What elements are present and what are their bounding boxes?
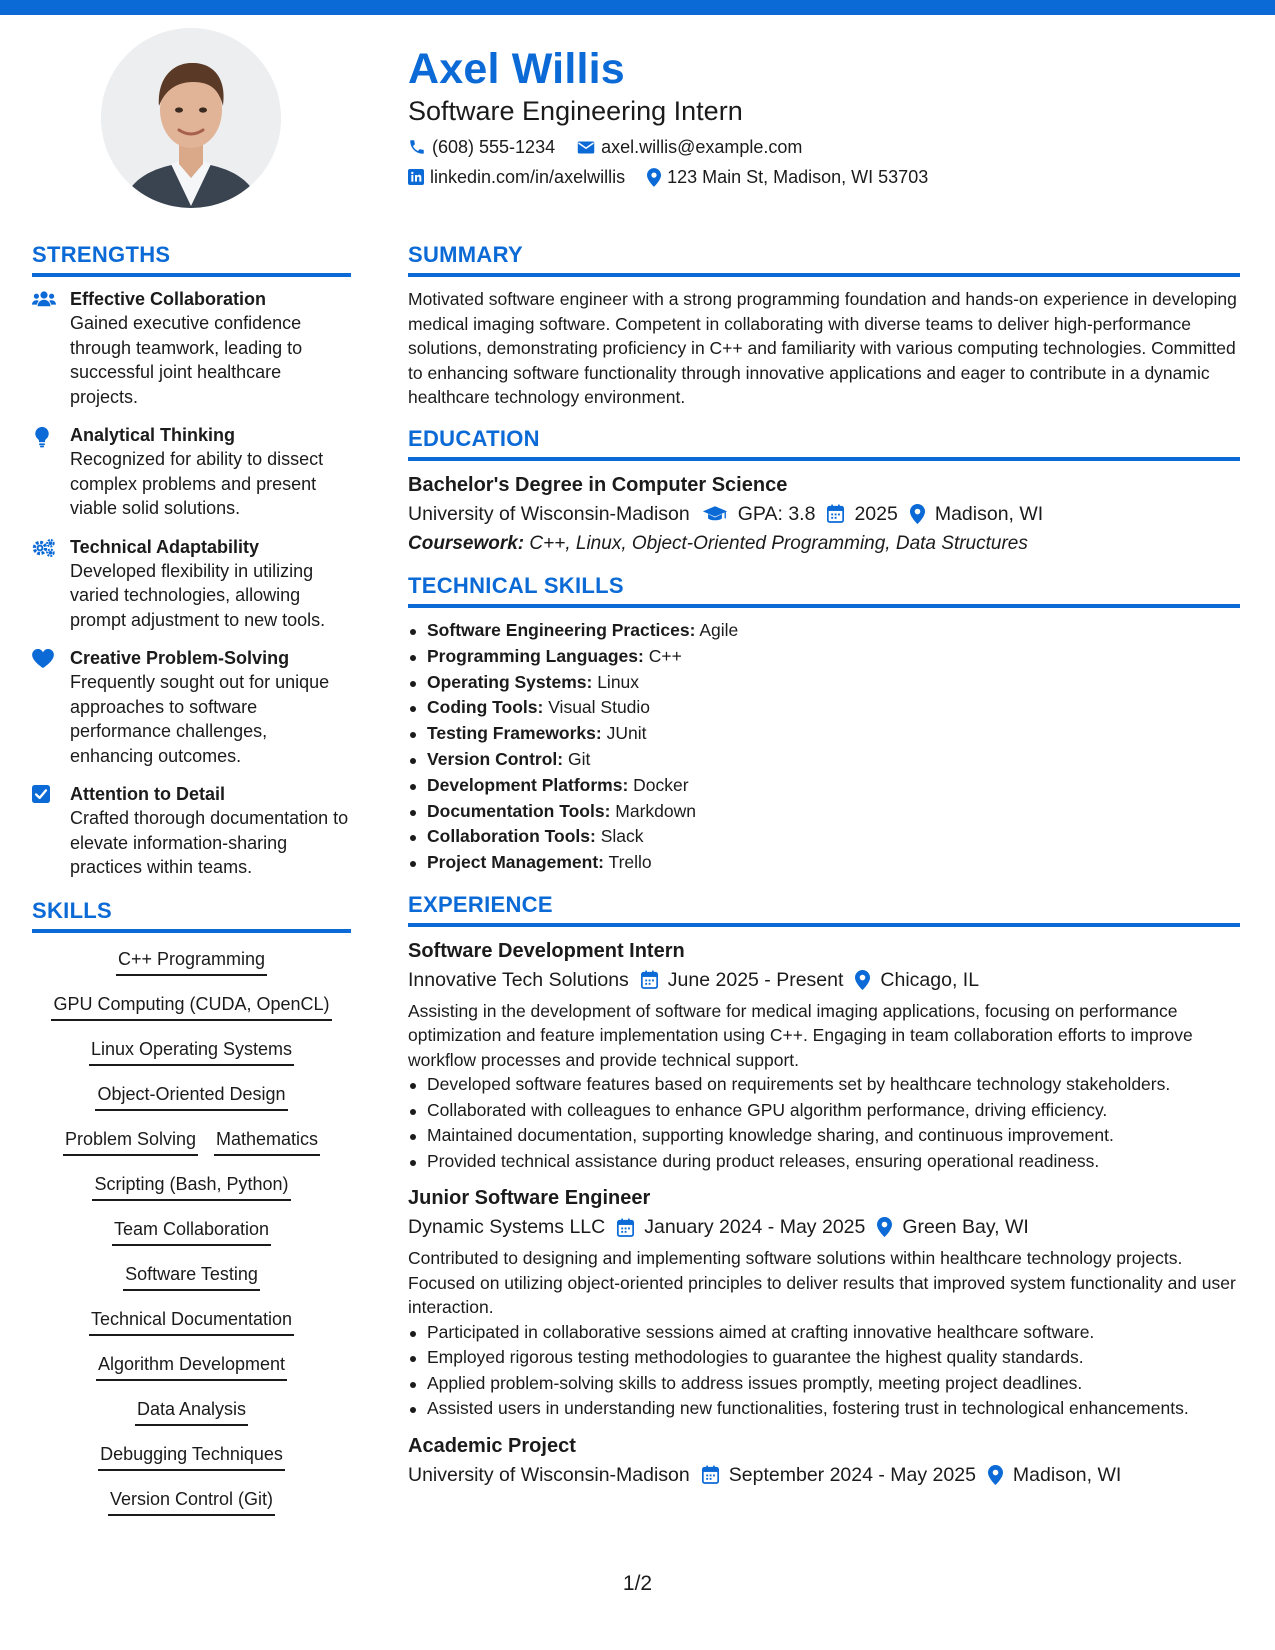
tech-skill-value: JUnit <box>606 723 647 744</box>
list-item: Applied problem-solving skills to address issues promptly, meeting project deadlines. <box>408 1371 1240 1397</box>
coursework <box>408 529 1240 559</box>
tech-skill-label: Testing Frameworks: <box>427 723 602 744</box>
skill-tag: GPU Computing (CUDA, OpenCL) <box>51 992 331 1021</box>
list-item <box>408 721 1240 747</box>
tech-skill-label: Documentation Tools: <box>427 800 611 821</box>
list-item <box>408 618 1240 644</box>
map-pin-icon <box>877 1217 892 1237</box>
summary-text: Motivated software engineer with a strong programming foundation and hands-on experience in developing medical imaging software. Competent in collaborating with diverse teams to deliver high-performance solutions, demonstrating proficiency in C++ and familiarity with various computing technologies. Committed to enhancing software functionality through innovative applications and eager to contribute in a dynamic healthcare technology environment. <box>408 289 1237 408</box>
phone-number: (608) 555-1234 <box>432 137 556 157</box>
coursework-label: Coursework: <box>408 532 525 554</box>
candidate-role: Software Engineering Intern <box>408 96 743 126</box>
strength-item <box>32 535 351 633</box>
users-icon <box>32 290 56 308</box>
skills-list <box>32 947 351 1532</box>
tech-skill-label: Collaboration Tools: <box>427 826 596 847</box>
skill-tag: Linux Operating Systems <box>89 1037 294 1066</box>
list-item: Employed rigorous testing methodologies to guarantee the highest quality standards. <box>408 1345 1240 1371</box>
education-location: Madison, WI <box>934 502 1044 525</box>
job-dates: January 2024 - May 2025 <box>644 1216 866 1239</box>
tech-skill-value: Trello <box>608 852 652 873</box>
tech-skill-label: Version Control: <box>427 748 564 769</box>
experience-heading: EXPERIENCE <box>408 890 1240 927</box>
top-accent-bar <box>0 0 1275 15</box>
linkedin-url: linkedin.com/in/axelwillis <box>430 167 626 187</box>
strength-item <box>32 423 351 521</box>
job-dates: June 2025 - Present <box>667 968 844 991</box>
job-location: Green Bay, WI <box>902 1216 1029 1239</box>
envelope-icon <box>577 140 595 155</box>
company-name: Innovative Tech Solutions <box>408 968 629 991</box>
job-meta <box>408 1212 1240 1242</box>
candidate-name: Axel Willis <box>408 45 625 93</box>
job-dates: September 2024 - May 2025 <box>728 1463 976 1486</box>
job-title: Academic Project <box>408 1434 576 1457</box>
job-location: Madison, WI <box>1012 1463 1122 1486</box>
skill-tag: C++ Programming <box>116 947 267 976</box>
list-item: Assisted users in understanding new functionalities, fostering trust in technological enhancements. <box>408 1396 1240 1422</box>
job-bullets <box>408 1072 1240 1174</box>
tech-skill-value: Visual Studio <box>548 697 651 718</box>
job-meta <box>408 965 1240 995</box>
strength-item <box>32 287 351 409</box>
skill-tag: Mathematics <box>214 1127 320 1156</box>
skill-tag: Debugging Techniques <box>98 1442 285 1471</box>
phone-contact <box>408 132 555 162</box>
tech-skill-value: Linux <box>597 671 640 692</box>
job-entry <box>408 937 1240 1175</box>
linkedin-icon <box>408 169 424 185</box>
heart-icon <box>32 649 54 668</box>
list-item <box>408 799 1240 825</box>
list-item: Provided technical assistance during product releases, ensuring operational readiness. <box>408 1149 1240 1175</box>
skill-tag: Data Analysis <box>135 1397 248 1426</box>
list-item <box>408 747 1240 773</box>
skill-tag: Software Testing <box>123 1262 260 1291</box>
company-name: Dynamic Systems LLC <box>408 1216 606 1239</box>
tech-skill-value: C++ <box>648 645 682 666</box>
education-meta <box>408 499 1240 529</box>
strength-title: Effective Collaboration <box>70 289 267 309</box>
list-item <box>408 850 1240 876</box>
strength-item <box>32 646 351 768</box>
job-bullets <box>408 1320 1240 1422</box>
skill-tag: Version Control (Git) <box>108 1487 275 1516</box>
profile-photo <box>101 28 281 208</box>
calendar-icon <box>702 1465 719 1484</box>
strength-desc: Gained executive confidence through teamwork, leading to successful joint healthcare projects. <box>70 313 303 407</box>
calendar-icon <box>641 970 658 989</box>
tech-skill-label: Project Management: <box>427 852 604 873</box>
lightbulb-icon <box>32 426 52 448</box>
phone-icon <box>408 138 426 156</box>
technical-skills-list <box>408 618 1240 876</box>
tech-skill-value: Markdown <box>615 800 697 821</box>
company-name: University of Wisconsin-Madison <box>408 1463 690 1486</box>
school-name: University of Wisconsin-Madison <box>408 502 690 525</box>
tech-skill-label: Development Platforms: <box>427 774 629 795</box>
page-number: 1/2 <box>622 1572 653 1595</box>
resume-header <box>408 44 1228 192</box>
job-description: Assisting in the development of software for medical imaging applications, focusing on performance optimization and feature implementation using C++. Engaging in team collaboration efforts to improve workflow processes and provide technical support. <box>408 1000 1193 1070</box>
tech-skill-label: Programming Languages: <box>427 645 644 666</box>
gpa-value: GPA: 3.8 <box>737 502 816 525</box>
tech-skill-value: Git <box>568 748 591 769</box>
list-item: Developed software features based on requirements set by healthcare technology stakeholders. <box>408 1072 1240 1098</box>
strength-item <box>32 782 351 880</box>
list-item <box>408 773 1240 799</box>
job-description: Contributed to designing and implementing software solutions within healthcare technology projects. Focused on utilizing object-oriented principles to deliver results that improved system functionality and user interaction. <box>408 1248 1236 1318</box>
list-item <box>408 644 1240 670</box>
tech-skill-label: Software Engineering Practices: <box>427 619 696 640</box>
strength-title: Technical Adaptability <box>70 536 260 557</box>
strength-desc: Developed flexibility in utilizing varied technologies, allowing prompt adjustment to new tools. <box>70 560 326 630</box>
tech-skill-value: Slack <box>600 826 644 847</box>
contact-row-2 <box>408 162 1228 192</box>
strength-desc: Frequently sought out for unique approaches to software performance challenges, enhancing outcomes. <box>70 672 330 766</box>
skills-heading: SKILLS <box>32 896 351 933</box>
checkbox-icon <box>32 785 50 803</box>
address-text: 123 Main St, Madison, WI 53703 <box>667 167 929 187</box>
graduation-cap-icon <box>702 505 728 523</box>
job-title: Junior Software Engineer <box>408 1187 651 1210</box>
skill-tag: Technical Documentation <box>89 1307 294 1336</box>
calendar-icon <box>617 1218 634 1237</box>
skill-tag: Problem Solving <box>63 1127 198 1156</box>
map-pin-icon <box>910 504 925 524</box>
right-column <box>408 240 1240 1500</box>
strength-title: Attention to Detail <box>70 784 225 804</box>
skill-tag: Algorithm Development <box>96 1352 287 1381</box>
strength-desc: Recognized for ability to dissect complex problems and present viable solid solutions. <box>70 449 324 518</box>
list-item <box>408 670 1240 696</box>
list-item: Collaborated with colleagues to enhance GPU algorithm performance, driving efficiency. <box>408 1098 1240 1124</box>
tech-skill-label: Operating Systems: <box>427 671 593 692</box>
job-title: Software Development Intern <box>408 939 685 962</box>
contact-row-1 <box>408 132 1228 162</box>
map-pin-icon <box>855 970 870 990</box>
linkedin-contact[interactable] <box>408 162 625 192</box>
skill-tag: Object-Oriented Design <box>95 1082 287 1111</box>
list-item <box>408 824 1240 850</box>
education-heading: EDUCATION <box>408 424 1240 461</box>
technical-skills-heading: TECHNICAL SKILLS <box>408 571 1240 608</box>
summary-heading: SUMMARY <box>408 240 1240 277</box>
email-address: axel.willis@example.com <box>601 137 803 157</box>
job-location: Chicago, IL <box>880 968 980 991</box>
job-entry <box>408 1432 1240 1490</box>
graduation-year: 2025 <box>854 502 898 525</box>
skill-tag: Scripting (Bash, Python) <box>92 1172 290 1201</box>
strengths-heading: STRENGTHS <box>32 240 351 277</box>
job-meta <box>408 1460 1240 1490</box>
degree-title: Bachelor's Degree in Computer Science <box>408 473 788 496</box>
tech-skill-value: Docker <box>633 774 689 795</box>
map-pin-icon <box>988 1465 1003 1485</box>
job-entry <box>408 1184 1240 1422</box>
tech-skill-value: Agile <box>699 619 739 640</box>
map-pin-icon <box>647 168 661 187</box>
strength-title: Creative Problem-Solving <box>70 648 290 668</box>
list-item: Participated in collaborative sessions aimed at crafting innovative healthcare software. <box>408 1320 1240 1346</box>
list-item <box>408 695 1240 721</box>
list-item: Maintained documentation, supporting knowledge sharing, and continuous improvement. <box>408 1123 1240 1149</box>
gears-icon <box>32 538 56 558</box>
strength-title: Analytical Thinking <box>70 425 236 445</box>
calendar-icon <box>827 504 844 523</box>
tech-skill-label: Coding Tools: <box>427 697 544 718</box>
email-contact[interactable] <box>577 132 802 162</box>
skill-tag: Team Collaboration <box>112 1217 271 1246</box>
left-column <box>32 240 351 1532</box>
strength-desc: Crafted thorough documentation to elevate information-sharing practices within teams. <box>70 808 349 877</box>
address-contact <box>647 162 928 192</box>
coursework-list: C++, Linux, Object-Oriented Programming, Data Structures <box>529 532 1028 554</box>
